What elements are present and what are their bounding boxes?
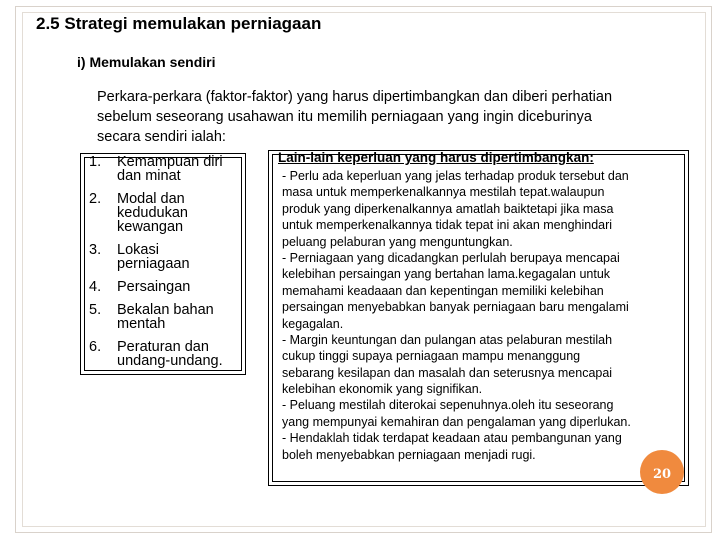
factor-number: 4. [89,279,102,295]
factor-item [89,280,239,294]
factors-box [80,153,246,375]
requirements-line: persaingan menyebabkan banyak perniagaan baru mengalami [282,300,629,315]
factor-line: perniagaan [117,256,190,272]
factor-number: 5. [89,302,102,318]
factor-line: Kemampuan diri [117,154,223,170]
requirements-box [268,150,689,486]
factor-item [89,192,239,234]
requirements-line: sebarang kesilapan dan masalah dan seterusnya mencapai [282,365,613,380]
factor-line: dan minat [117,168,181,184]
intro-line: Perkara-perkara (faktor-faktor) yang harus dipertimbangkan dan diberi perhatian [97,89,613,105]
factor-number: 3. [89,242,102,258]
factor-number: 2. [89,191,102,207]
requirements-line: - Peluang mestilah diterokai sepenuhnya.oleh itu seseorang [282,398,614,413]
requirements-line: memahami keadaaan dan kepentingan memiliki kelebihan [282,283,604,298]
requirements-line: produk yang diperkenalkannya amatlah baiktetapi jika masa [282,201,614,216]
factor-line: Modal dan [117,191,185,207]
factor-number: 1. [89,154,102,170]
requirements-text [282,168,678,463]
intro-line: sebelum seseorang usahawan itu memilih perniagaan yang ingin diceburinya [97,109,592,125]
requirements-line: masa untuk memperkenalkannya mestilah tepat.walaupun [282,185,605,200]
requirements-line: kegagalan. [282,316,344,331]
factor-line: Persaingan [117,279,191,295]
requirements-line: kelebihan persaingan yang bertahan lama.kegagalan untuk [282,267,611,282]
section-subtitle: i) Memulakan sendiri [77,54,216,70]
requirements-title: Lain-lain keperluan yang harus dipertimbangkan: [278,150,594,165]
factor-line: kewangan [117,219,184,235]
requirements-line: - Perniagaan yang dicadangkan perlulah berupaya mencapai [282,250,620,265]
requirements-line: yang mempunyai kemahiran dan pengalaman yang diperlukan. [282,414,631,429]
requirements-line: - Margin keuntungan dan pulangan atas pelaburan mestilah [282,332,613,347]
slide-title: 2.5 Strategi memulakan perniagaan [36,14,322,33]
requirements-line: peluang pelaburan yang menguntungkan. [282,234,513,249]
intro-line: secara sendiri ialah: [97,129,226,145]
factor-line: Lokasi [117,242,159,258]
factor-line: undang-undang. [117,353,223,369]
factor-number: 6. [89,339,102,355]
factor-line: kedudukan [117,205,188,221]
requirements-line: - Hendaklah tidak terdapat keadaan atau pembangunan yang [282,431,622,446]
requirements-line: boleh menyebabkan perniagaan menjadi rugi. [282,447,536,462]
requirements-line: - Perlu ada keperluan yang jelas terhadap produk tersebut dan [282,169,629,183]
factor-item [89,155,239,183]
requirements-line: untuk memperkenalkannya tidak tepat ini akan menghindari [282,218,613,233]
factor-item [89,340,239,368]
factor-line: mentah [117,316,166,332]
factor-item [89,303,239,331]
page-number-badge: 20 [640,450,684,494]
requirements-line: cukup tinggi supaya perniagaan mampu menanggung [282,349,581,364]
factor-line: Bekalan bahan [117,302,214,318]
factor-item [89,243,239,271]
factors-list [89,155,239,377]
intro-paragraph [97,87,687,147]
factor-line: Peraturan dan [117,339,209,355]
requirements-line: kelebihan ekonomik yang signifikan. [282,382,483,397]
